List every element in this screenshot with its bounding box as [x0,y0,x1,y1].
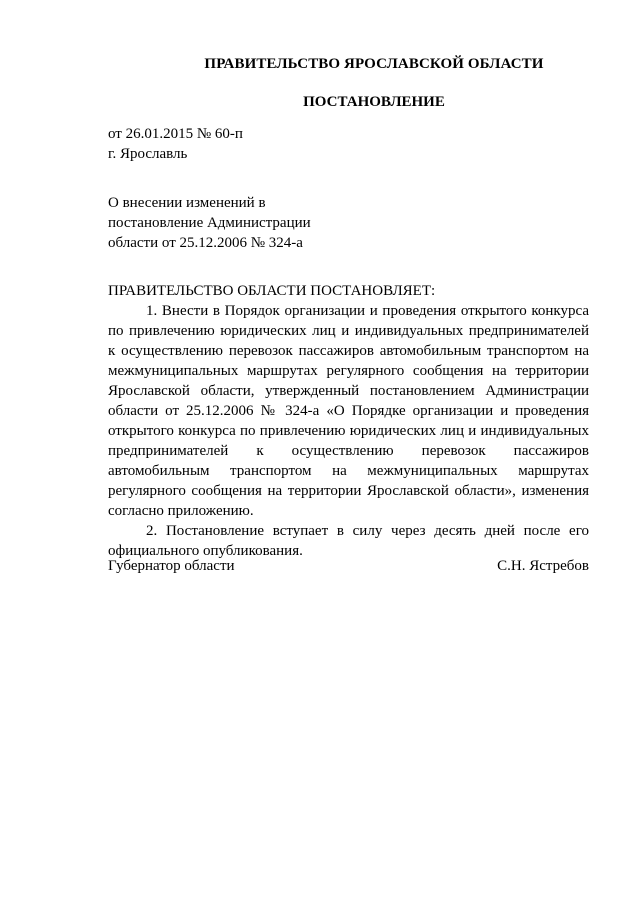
organization-title: ПРАВИТЕЛЬСТВО ЯРОСЛАВСКОЙ ОБЛАСТИ [204,56,544,72]
document-meta [108,124,408,164]
subject-line: О внесении изменений в [108,195,266,211]
signature-block [108,556,589,576]
document-body [108,281,589,561]
paragraph-1: 1. Внести в Порядок организации и проведения открытого конкурса по привлечению юридических лиц и индивидуальных предпринимателей к осуществлению перевозок пассажиров автомобильным транспортом на межмуниципальных маршрутах регулярного сообщения на территории Ярославской области, утвержденный постановлением Администрации области от 25.12.2006 № 324-а «О Порядке организации и проведения открытого конкурса по привлечению юридических лиц и индивидуальных предпринимателей к осуществлению перевозок пассажиров автомобильным транспортом на межмуниципальных маршрутах регулярного сообщения на территории Ярославской области», изменения согласно приложению. [108,303,589,519]
resolves-heading: ПРАВИТЕЛЬСТВО ОБЛАСТИ ПОСТАНОВЛЯЕТ: [108,283,436,299]
city: г. Ярославль [108,146,188,162]
signatory-title: Губернатор области [108,558,235,574]
subject-line: постановление Администрации [108,215,311,231]
signatory-name: С.Н. Ястребов [497,558,589,574]
paragraph-2: 2. Постановление вступает в силу через десять дней после его официального опубликования. [108,523,589,559]
subject-line: области от 25.12.2006 № 324-а [108,235,303,251]
document-subject [108,193,408,253]
document-type: ПОСТАНОВЛЕНИЕ [303,94,445,110]
date-number: от 26.01.2015 № 60-п [108,126,243,142]
